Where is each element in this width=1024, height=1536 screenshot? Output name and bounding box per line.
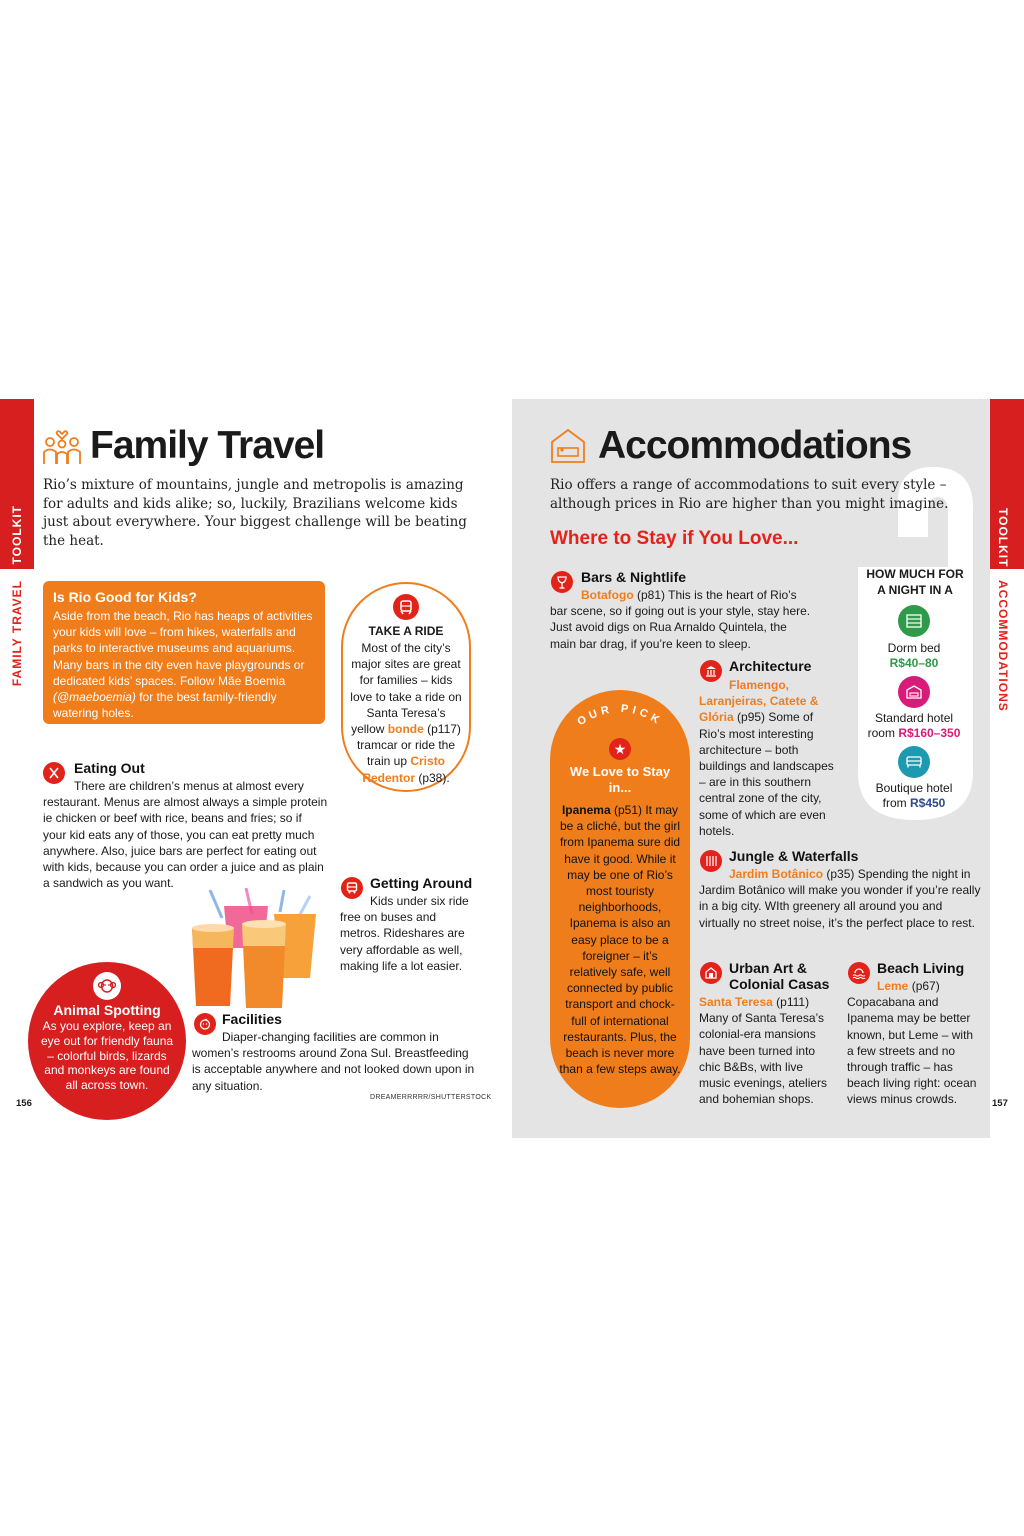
take-a-ride-text: Most of the city’s major sites are great for families – kids love to take a ride on Santa Teresa’s yellow bonde (p117) tramcar or ride the train up Cristo Redentor (p38). (350, 641, 462, 785)
take-a-ride-title: TAKE A RIDE (368, 624, 444, 638)
architecture-text: Flamengo, Laranjeiras, Catete & Glória (p95) Some of Rio’s most interesting architecture – both buildings and landscapes – are in this southern central zone of the city, some of which are even hotels. (699, 678, 834, 838)
page-number-left: 156 (16, 1098, 32, 1109)
family-icon (42, 430, 82, 466)
animal-spotting-title: Animal Spotting (53, 1002, 161, 1018)
left-tab-family: FAMILY TRAVEL (10, 580, 24, 687)
accommodations-intro: Rio offers a range of accommodations to suit every style – although prices in Rio are higher than you might imagine. (550, 477, 949, 512)
tram-icon (393, 594, 419, 620)
urban-art-title: Urban Art & Colonial Casas (729, 960, 830, 992)
architecture-title: Architecture (729, 658, 812, 674)
page-title-family: Family Travel (90, 424, 325, 467)
our-pick-label (550, 698, 690, 728)
dorm-price: R$40–80 (889, 656, 939, 670)
kids-box-title: Is Rio Good for Kids? (53, 589, 197, 605)
beach-living-text: Leme (p67) Copacabana and Ipanema may be better known, but Leme – with a few streets and no through traffic – has beach living right: ocean views minus crowds. (847, 979, 977, 1107)
photo-credit: DREAMERRRRR/SHUTTERSTOCK (370, 1094, 492, 1101)
page-title-accommodations: Accommodations (598, 424, 912, 467)
jungle-title: Jungle & Waterfalls (729, 848, 859, 864)
our-pick-panel (550, 690, 690, 1108)
right-tab-accommodations: ACCOMMODATIONS (996, 580, 1010, 712)
jungle-text: Jardim Botânico (p35) Spending the night in Jardim Botânico will make you wonder if you’re really in a big city. WIth greenery all around you and virtually no street noise, it’s the perfect place to rest. (699, 867, 981, 930)
urban-art-text: Santa Teresa (p111) Many of Santa Teresa’s colonial-era mansions have been turned into chic B&Bs, with live music evenings, ateliers and bohemian shops. (699, 995, 828, 1107)
our-pick-title: We Love to Stay in... (569, 764, 671, 795)
bars-text: Botafogo (p81) This is the heart of Rio’s bar scene, so if going out is your style, stay here. Just avoid digs on Rua Arnaldo Quintela, the main bar drag, if you’re keen to sleep. (550, 588, 811, 651)
kids-box-text: Aside from the beach, Rio has heaps of activities your kids will love – from hikes, waterfalls and parks to interactive museums and aquariums. Many bars in the city even have playgrounds or dedicated kids’ spaces. Follow Mãe Boemia (@maeboemia) for the best family-friendly watering holes. (53, 609, 313, 721)
standard-hotel-label: Standard hotel room R$160–350 (867, 711, 961, 740)
animal-spotting-circle (28, 962, 186, 1120)
family-intro: Rio’s mixture of mountains, jungle and metropolis is amazing for adults and kids alike; so, luckily, Brazilians welcome kids just about everywhere. Your biggest challenge will be beating the heat. (43, 477, 467, 549)
dorm-label: Dorm bed (887, 641, 941, 655)
house-art-icon (700, 962, 722, 984)
our-pick-text: Ipanema (p51) It may be a cliché, but the girl from Ipanema sure did have it good. While it may be one of Rio’s most touristy neighborhoods, Ipanema is also an easy place to be a foreigner – it’s relatively safe, well connected by public transport and chock-full of international restaurants. Plus, the beach is never more than a few steps away. (559, 803, 681, 1077)
eating-out-title: Eating Out (74, 760, 145, 776)
hotel-bed-icon (898, 676, 930, 708)
getting-around-text: Kids under six ride free on buses and metros. Rideshares are very affordable as well, making life a lot easier. (340, 894, 469, 973)
right-tab-toolkit: TOOLKIT (996, 508, 1010, 568)
star-icon: ★ (609, 738, 631, 760)
bunk-bed-icon (898, 605, 930, 637)
kids-box (43, 581, 325, 724)
beach-living-title: Beach Living (877, 960, 965, 976)
bars-title: Bars & Nightlife (581, 569, 687, 585)
animal-spotting-text: As you explore, keep an eye out for friendly fauna – colorful birds, lizards and monkeys are found all across town. (40, 1019, 174, 1093)
boutique-hotel-label: Boutique hotel from R$450 (875, 781, 953, 810)
where-to-stay-heading: Where to Stay if You Love... (550, 528, 799, 549)
price-title: HOW MUCH FOR A NIGHT IN A (866, 567, 964, 597)
left-tab-toolkit: TOOLKIT (10, 505, 24, 565)
house-bed-icon (550, 428, 586, 464)
take-a-ride-panel (341, 582, 471, 792)
page-number-right: 157 (992, 1098, 1008, 1109)
juice-photo (188, 888, 328, 1013)
facilities-title: Facilities (222, 1011, 282, 1027)
monkey-icon (93, 972, 121, 1000)
svg-text:OUR PICK: OUR PICK (575, 702, 665, 729)
facilities-text: Diaper-changing facilities are common in women’s restrooms around Zona Sul. Breastfeeding is acceptable anywhere and not looked down upon in any situation. (192, 1030, 475, 1093)
getting-around-title: Getting Around (370, 875, 473, 891)
boutique-bed-icon (898, 746, 930, 778)
eating-out-text: There are children’s menus at almost every restaurant. Menus are almost always a simple protein ie chicken or beef with rice, beans and fries; so if your kid eats any of those, you can eat pretty much anywhere. Also, juice bars are perfect for eating out with kids, because you can order a juice and as plain a sandwich as you want. (43, 779, 328, 891)
